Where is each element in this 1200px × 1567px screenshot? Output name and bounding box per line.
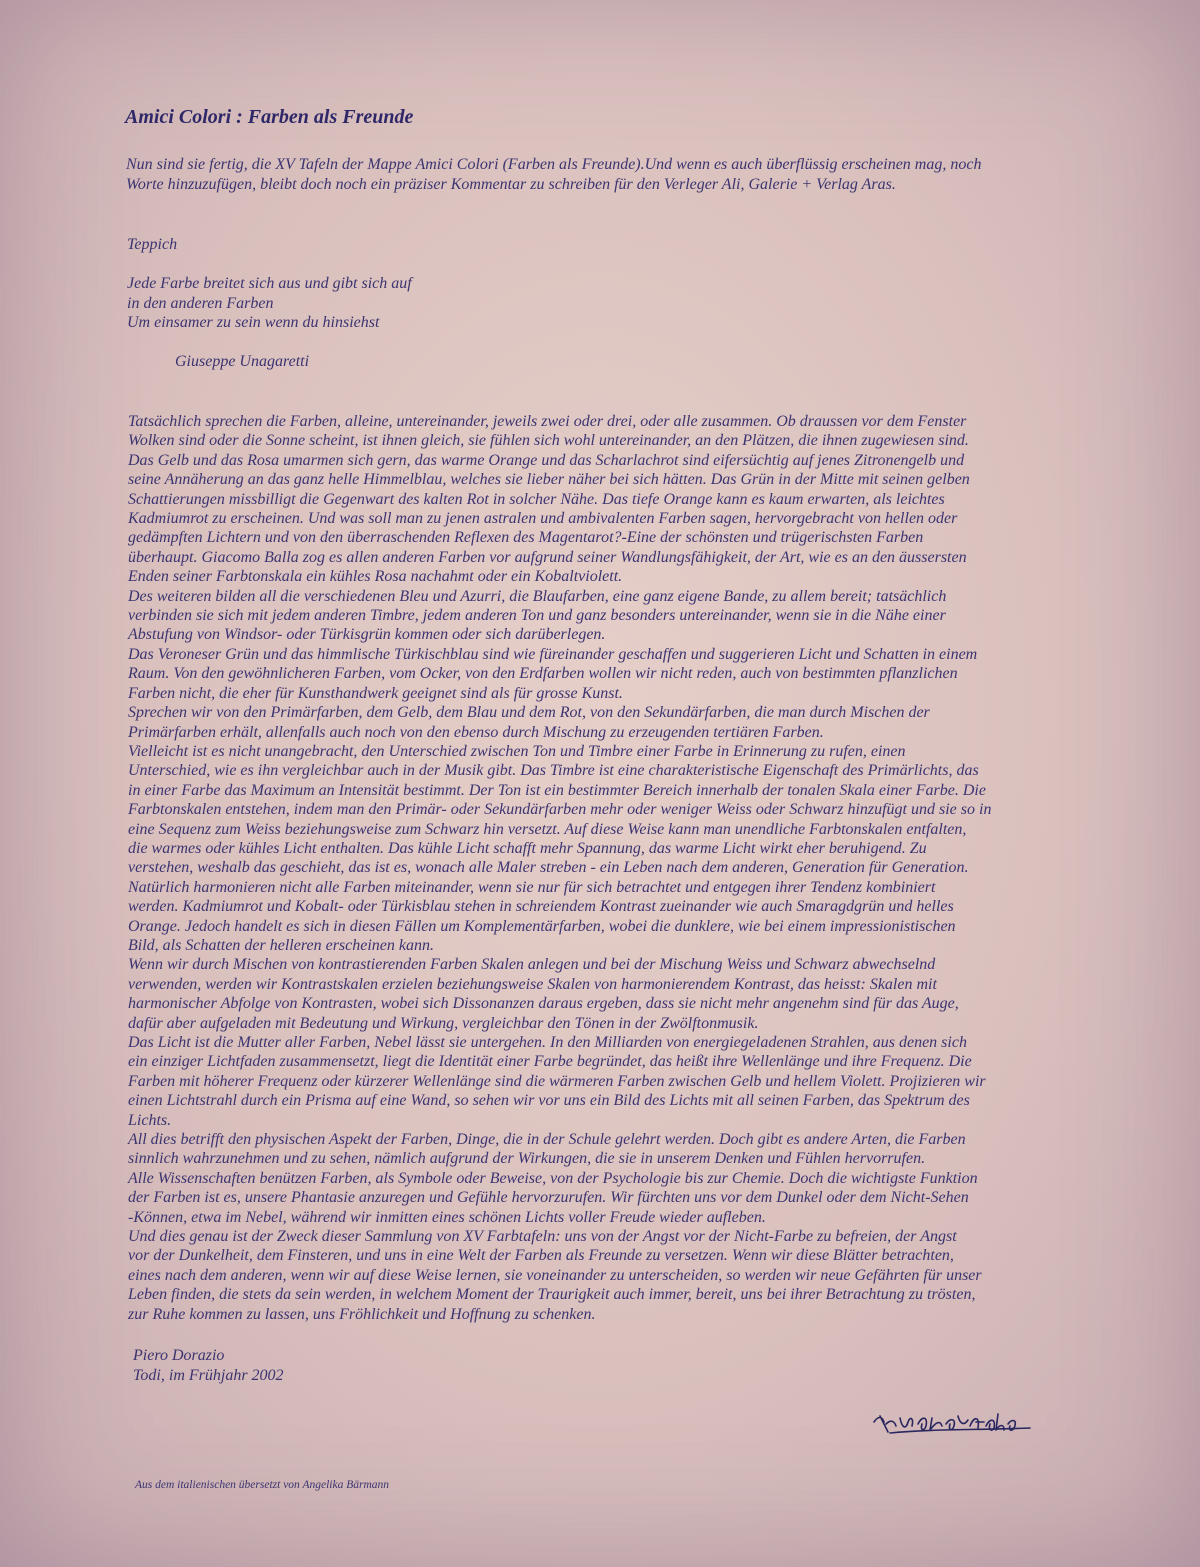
poem <box>127 274 412 333</box>
poem-author: Giuseppe Unagaretti <box>175 353 310 370</box>
body-line: Tatsächlich sprechen die Farben, alleine, untereinander, jeweils zwei oder drei, oder alle zusammen. Ob draussen vor dem Fenster <box>128 413 967 430</box>
body-line: zur Ruhe kommen zu lassen, uns Fröhlichkeit und Hoffnung zu schenken. <box>128 1305 596 1323</box>
author-name: Piero Dorazio <box>133 1347 225 1364</box>
body-line: All dies betrifft den physischen Aspekt der Farben, Dinge, die in der Schule gelehrt werden. Doch gibt es andere Arten, die Farben <box>128 1131 966 1149</box>
body-line: Abstufung von Windsor- oder Türkisgrün kommen oder sich darüberlegen. <box>128 626 606 644</box>
body-text <box>128 412 1073 1324</box>
body-line: Unterschied, wie es ihn vergleichbar auch in der Musik gibt. Das Timbre ist eine charakteristische Eigenschaft des Primärlichts, das <box>128 762 979 780</box>
body-line: Orange. Jedoch handelt es sich in diesen Fällen um Komplementärfarben, wobei die dunklere, wie bei einem impressionistischen <box>128 917 956 935</box>
body-line: Vielleicht ist es nicht unangebracht, den Unterschied zwischen Ton und Timbre einer Farbe in Erinnerung zu rufen, einen <box>128 742 906 760</box>
body-line: eine Sequenz zum Weiss beziehungsweise zum Schwarz hin versetzt. Auf diese Weise kann man unendliche Farbtonskalen entfalten, <box>128 820 967 838</box>
body-line: gedämpften Lichtern und von den überraschenden Reflexen des Magentarot?-Eine der schönsten und trügerischsten Farben <box>128 529 924 547</box>
body-line: Farbtonskalen entstehen, indem man den Primär- oder Sekundärfarben mehr oder weniger Weiss oder Schwarz hinzufügt und sie so in <box>128 801 992 819</box>
body-line: werden. Kadmiumrot und Kobalt- oder Türkisblau stehen in schreiendem Kontrast zueinander wie auch Smaragdgrün und helles <box>128 898 954 916</box>
body-line: Schattierungen missbilligt die Gegenwart des kalten Rot in solcher Nähe. Das tiefe Orange kann es kaum erwarten, als leichtes <box>128 490 945 508</box>
document-title: Amici Colori : Farben als Freunde <box>125 106 414 128</box>
body-line: Enden seiner Farbtonskala ein kühles Rosa nachahmt oder ein Kobaltviolett. <box>128 568 623 586</box>
body-line: Wenn wir durch Mischen von kontrastierenden Farben Skalen anlegen und bei der Mischung Weiss und Schwarz abwechselnd <box>128 956 936 974</box>
intro-paragraph <box>126 155 1086 194</box>
body-line: Das Licht ist die Mutter aller Farben, Nebel lässt sie untergehen. In den Milliarden von energiegeladenen Strahlen, aus denen sich <box>128 1034 967 1051</box>
body-line: eines nach dem anderen, wenn wir auf diese Weise lernen, sie voneinander zu unterscheiden, so werden wir neue Gefährten für unser <box>128 1266 982 1284</box>
translation-note: Aus dem italienischen übersetzt von Angelika Bärmann <box>135 1479 390 1491</box>
body-line: dafür aber aufgeladen mit Bedeutung und Wirkung, vergleichbar den Tönen in der Zwölftonmusik. <box>128 1014 759 1032</box>
body-line: Kadmiumrot zu erscheinen. Und was soll man zu jenen astralen und ambivalenten Farben sagen, hervorgebracht von hellen oder <box>128 510 958 528</box>
body-line: Und dies genau ist der Zweck dieser Sammlung von XV Farbtafeln: uns von der Angst vor der Nicht-Farbe zu befreien, der Angst <box>128 1228 957 1246</box>
body-line: verbinden sie sich mit jedem anderen Timbre, jedem anderen Ton und ganz besonders untereinander, wenn sie in die Nähe einer <box>128 607 946 625</box>
body-line: Wolken sind oder die Sonne scheint, ist ihnen gleich, sie fühlen sich wohl untereinander, an den Plätzen, die ihnen zugewiesen sind. <box>128 432 969 450</box>
body-line: Das Gelb und das Rosa umarmen sich gern, das warme Orange und das Scharlachrot sind eifersüchtig auf jenes Zitronengelb und <box>128 451 965 469</box>
intro-line: Worte hinzuzufügen, bleibt doch noch ein präziser Kommentar zu schreiben für den Verleger Ali, Galerie + Verlag Aras. <box>126 175 896 193</box>
body-line: harmonischer Abfolge von Kontrasten, wobei sich Dissonanzen daraus ergeben, dass sie nicht mehr angenehm sind für das Auge, <box>128 995 959 1013</box>
body-line: in einer Farbe das Maximum an Intensität bestimmt. Der Ton ist ein bestimmter Bereich innerhalb der tonalen Skala einer Farbe. Die <box>128 781 986 799</box>
author-place-date: Todi, im Frühjahr 2002 <box>133 1366 284 1384</box>
author-block <box>133 1346 284 1385</box>
body-line: seine Annäherung an das ganz helle Himmelblau, welches sie lieber näher bei sich hätten. Das Grün in der Mitte mit seinen gelben <box>128 471 970 489</box>
body-line: die warmes oder kühles Licht enthalten. Das kühle Licht schafft mehr Spannung, das warme Licht wirkt eher beruhigend. Zu <box>128 839 927 857</box>
poem-title: Teppich <box>127 236 178 253</box>
body-line: Bild, als Schatten der helleren erscheinen kann. <box>128 936 434 954</box>
body-line: Natürlich harmonieren nicht alle Farben miteinander, wenn sie nur für sich betrachtet und entgegen ihrer Tendenz kombiniert <box>128 878 936 896</box>
body-line: Des weiteren bilden all die verschiedenen Bleu und Azurri, die Blaufarben, eine ganz eigene Bande, zu allem bereit; tatsächlich <box>128 587 947 605</box>
body-line: Leben finden, die stets da sein werden, in welchem Moment der Traurigkeit auch immer, bereit, uns bei ihrer Betrachtung zu trösten, <box>128 1286 976 1304</box>
body-line: Primärfarben erhält, allenfalls auch noch von den ebenso durch Mischung zu erzeugenden tertiären Farben. <box>128 723 824 741</box>
body-line: Lichts. <box>128 1111 172 1129</box>
signature-image <box>870 1402 1040 1440</box>
body-line: Farben nicht, die eher für Kunsthandwerk geeignet sind als für grosse Kunst. <box>128 684 623 702</box>
body-line: Das Veroneser Grün und das himmlische Türkischblau sind wie füreinander geschaffen und suggerieren Licht und Schatten in einem <box>128 645 978 663</box>
body-line: verstehen, weshalb das geschieht, das ist es, wonach alle Maler streben - ein Leben nach dem anderen, Generation für Generation. <box>128 859 969 877</box>
body-line: verwenden, werden wir Kontrastskalen erzielen beziehungsweise Skalen von harmonierendem Kontrast, das heisst: Skalen mit <box>128 975 937 993</box>
body-line: überhaupt. Giacomo Balla zog es allen anderen Farben vor aufgrund seiner Wandlungsfähigkeit, der Art, wie es an den äussersten <box>128 548 967 566</box>
body-line: der Farben ist es, unsere Phantasie anzuregen und Gefühle hervorzurufen. Wir fürchten uns vor dem Dunkel oder dem Nicht-Sehen <box>128 1189 969 1207</box>
body-line: sinnlich wahrzunehmen und zu sehen, nämlich aufgrund der Wirkungen, die sie in unserem Denken und Fühlen hervorrufen. <box>128 1150 926 1168</box>
intro-line: Nun sind sie fertig, die XV Tafeln der Mappe Amici Colori (Farben als Freunde).Und wenn es auch überflüssig erscheinen mag, noch <box>126 156 982 173</box>
body-line: Raum. Von den gewöhnlicheren Farben, vom Ocker, von den Erdfarben wollen wir nicht reden, auch von bestimmten pflanzlichen <box>128 665 958 683</box>
body-line: ein einziger Lichtfaden zusammensetzt, liegt die Identität einer Farbe begründet, das heißt ihre Wellenlänge und ihre Frequenz. Die <box>128 1053 972 1071</box>
body-line: -Können, etwa im Nebel, während wir inmitten eines schönen Lichts voller Freude wieder aufleben. <box>128 1208 766 1226</box>
body-line: Alle Wissenschaften benützen Farben, als Symbole oder Beweise, von der Psychologie bis zur Chemie. Doch die wichtigste Funktion <box>128 1169 978 1187</box>
poem-line: Jede Farbe breitet sich aus und gibt sich auf <box>127 275 412 292</box>
body-line: Sprechen wir von den Primärfarben, dem Gelb, dem Blau und dem Rot, von den Sekundärfarben, die man durch Mischen der <box>128 704 930 722</box>
body-line: einen Lichtstrahl durch ein Prisma auf eine Wand, so sehen wir vor uns ein Bild des Lichts mit all seinen Farben, das Spektrum des <box>128 1092 970 1110</box>
poem-line: in den anderen Farben <box>127 294 274 312</box>
body-line: Farben mit höherer Frequenz oder kürzerer Wellenlänge sind die wärmeren Farben zwischen Gelb und hellem Violett. Projizieren wir <box>128 1072 986 1090</box>
poem-line: Um einsamer zu sein wenn du hinsiehst <box>127 314 380 331</box>
body-line: vor der Dunkelheit, dem Finsteren, und uns in eine Welt der Farben als Freunde zu versetzen. Wenn wir diese Blätter betrachten, <box>128 1247 954 1265</box>
